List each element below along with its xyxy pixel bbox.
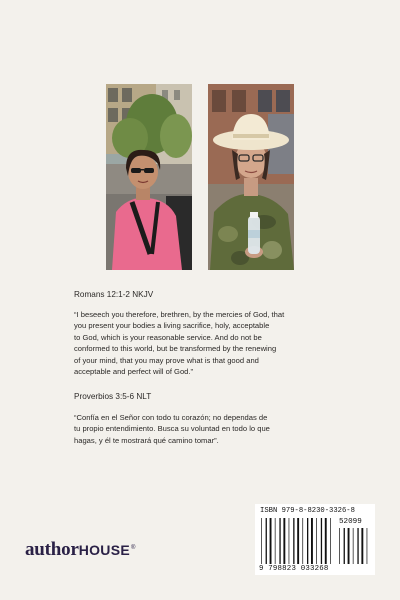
verse1-line: conformed to this world, but be transformed by the renewing: [74, 344, 277, 354]
isbn-barcode: [255, 504, 375, 575]
photo-woman-pink-shirt-image: [106, 84, 192, 270]
verse2-text: [74, 412, 328, 446]
logo-author: author: [25, 539, 79, 560]
verse1-text: [74, 309, 328, 377]
verse1-reference: Romans 12:1-2 NKJV: [74, 290, 154, 299]
isbn-label: ISBN 979-8-8230-3326-8: [260, 507, 355, 515]
photo-woman-hat: [208, 84, 294, 270]
photo-woman-pink-shirt: [106, 84, 192, 270]
verse1-line: of your mind, that you may prove what is that good and: [74, 355, 259, 365]
verse1-line: “I beseech you therefore, brethren, by the mercies of God, that: [74, 310, 285, 319]
verse2-line: “Confía en el Señor con todo tu corazón; no dependas de: [74, 413, 268, 422]
verse2-reference: Proverbios 3:5-6 NLT: [74, 392, 152, 401]
logo-registered-mark: ®: [131, 544, 136, 551]
verse1-line: to God, which is your reasonable service. And do not be: [74, 332, 262, 342]
publisher-logo: [25, 539, 135, 561]
photo-woman-hat-image: [208, 84, 294, 270]
verse1-line: you present your bodies a living sacrifice, holy, acceptable: [74, 321, 270, 331]
verse2-line: tu propio entendimiento. Busca su voluntad en todo lo que: [74, 424, 270, 434]
barcode-digits: 9 798823 033268: [259, 565, 329, 573]
barcode-addon-digits: 52099: [339, 518, 362, 526]
verse2-line: hagas, y él te mostrará qué camino tomar”.: [74, 435, 219, 445]
logo-house: HOUSE: [78, 542, 130, 558]
verse1-line: acceptable and perfect will of God.”: [74, 367, 194, 377]
